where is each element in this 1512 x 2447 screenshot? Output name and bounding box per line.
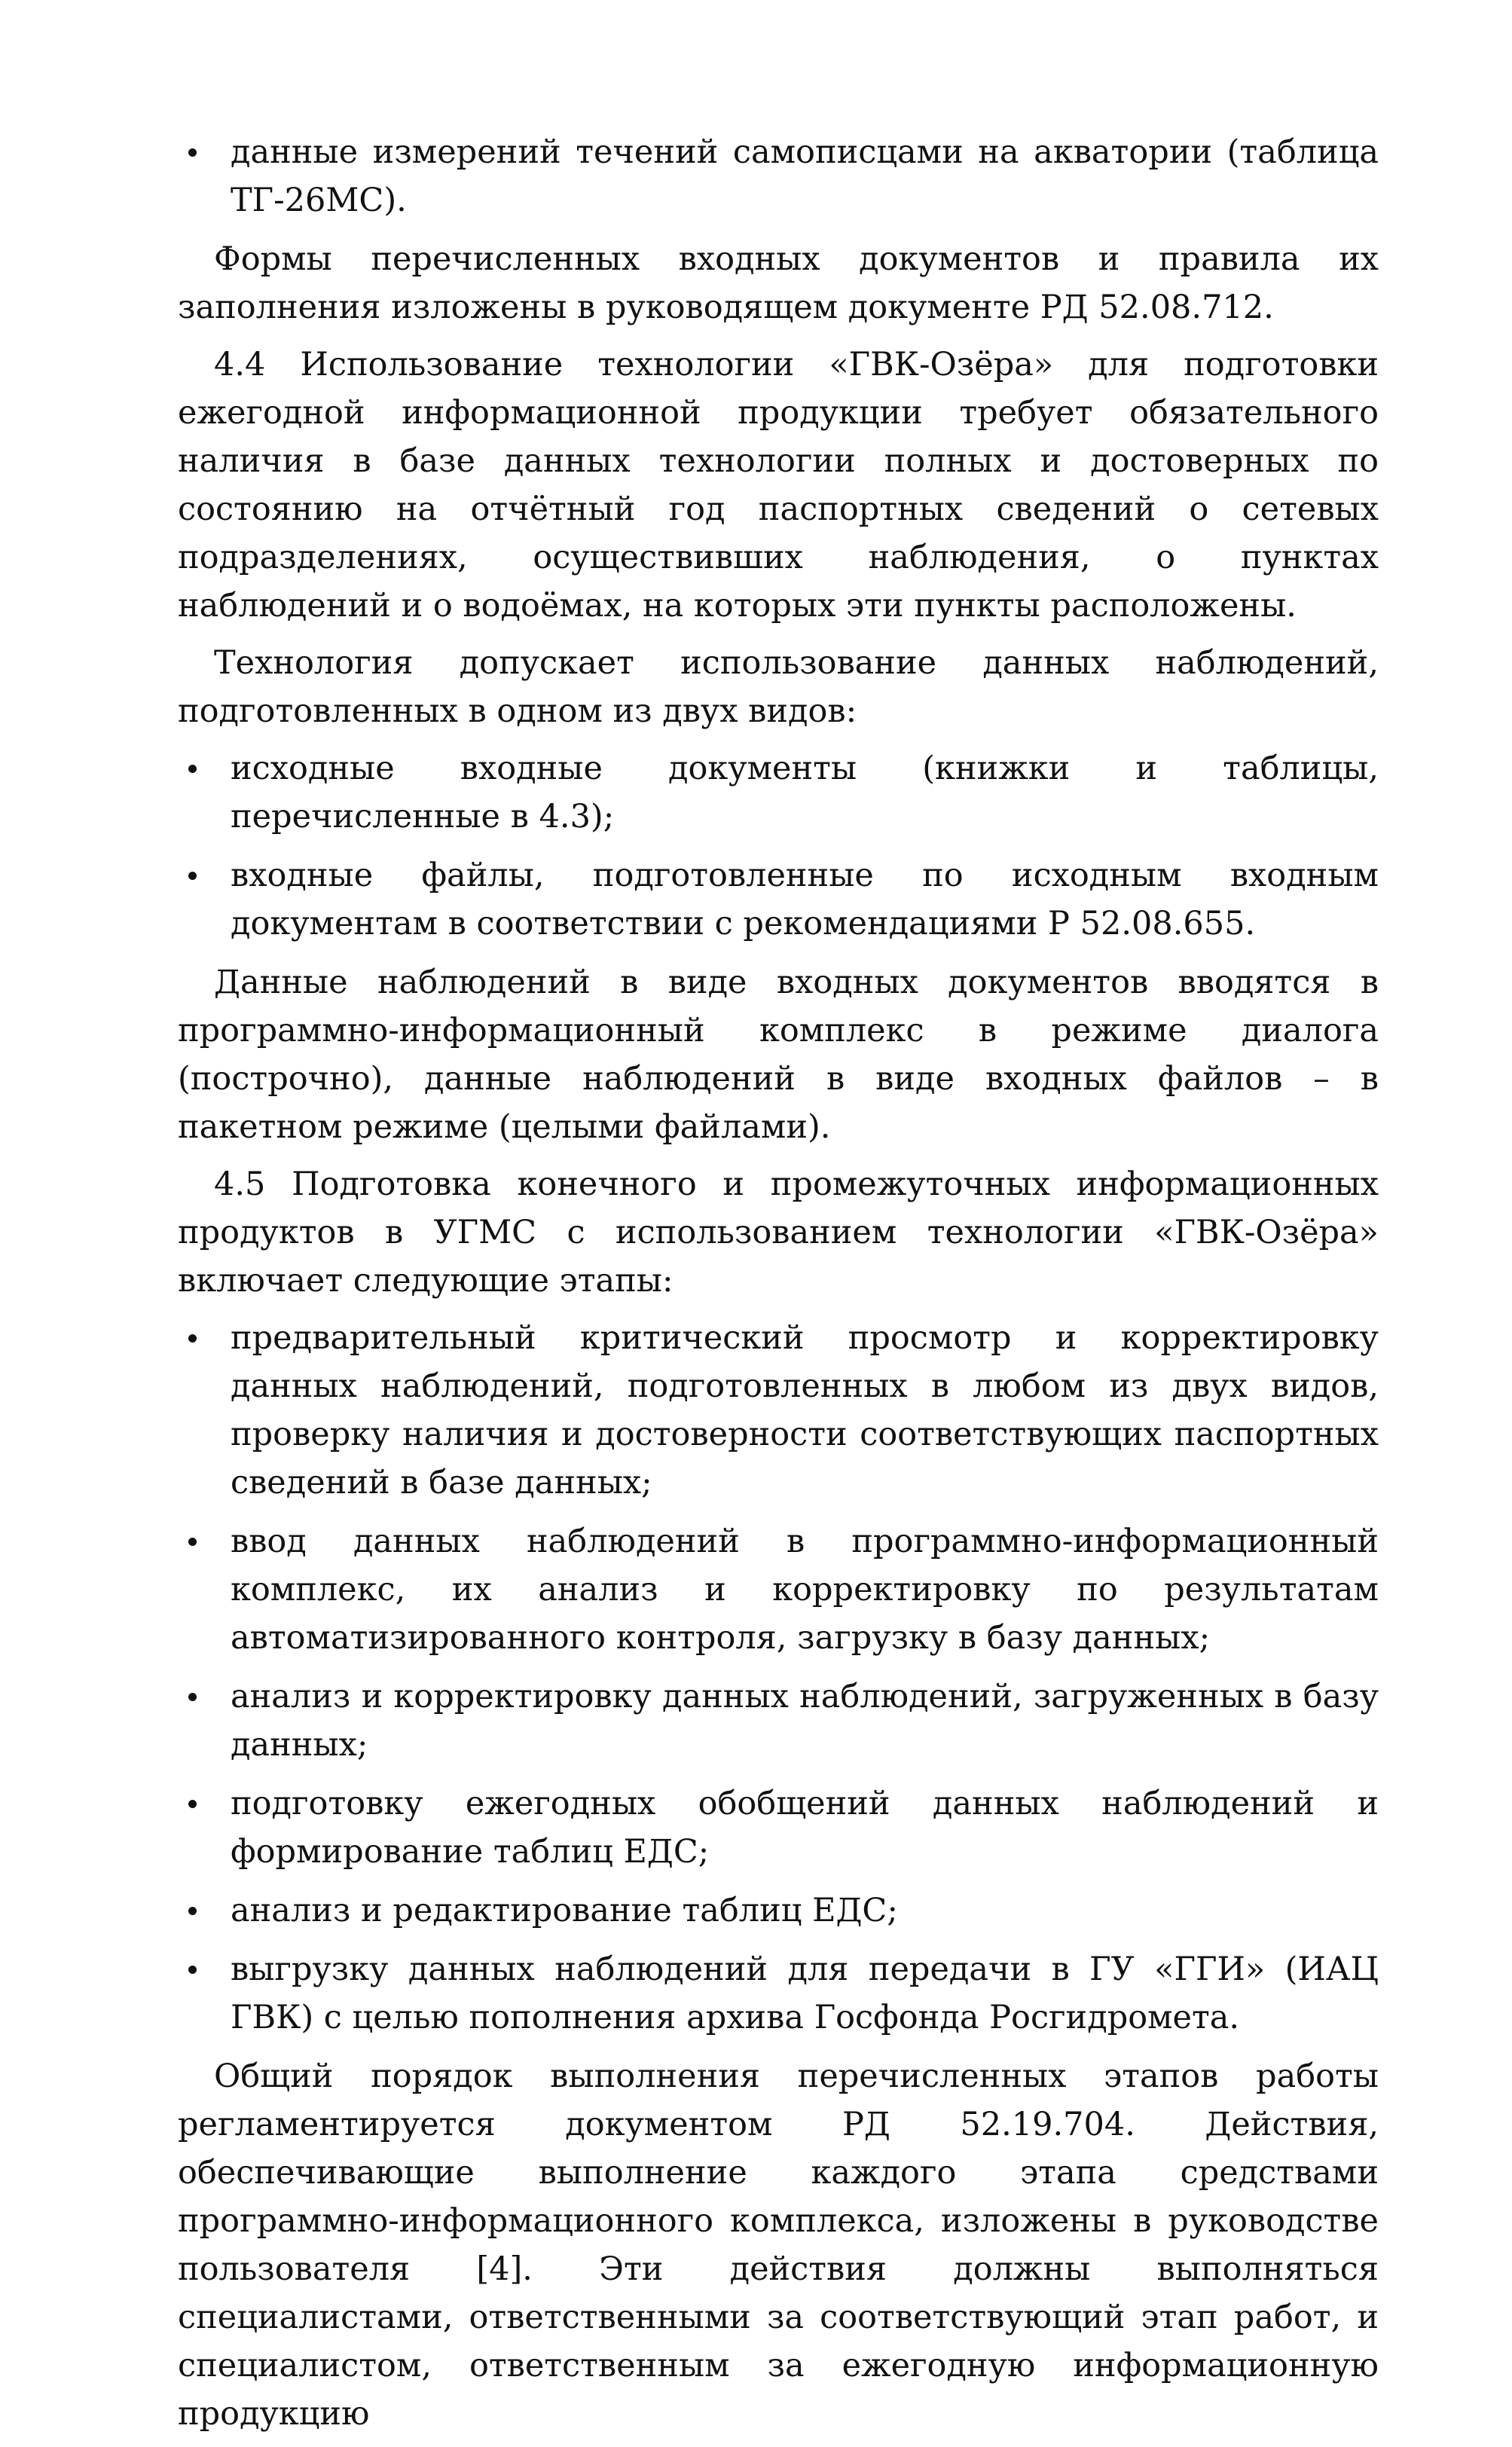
bullet-icon [188,1693,197,1701]
bullet-icon [188,1334,197,1343]
bullet-list-stages [178,1314,1379,2042]
bullet-icon [188,872,197,880]
list-item [178,1314,1379,1507]
paragraph-section-4-4: 4.4 Использование технологии «ГВК-Озёра» для подготовки ежегодной информационной продукции требует обязательного наличия в базе данных технологии полных и достоверных по состоянию на отчётный год паспортных сведений о сетевых подразделениях, осуществивших наблюдения, о пунктах наблюдений и о водоёмах, на которых эти пункты расположены. [178,346,1379,625]
paragraph: Данные наблюдений в виде входных документов вводятся в программно-информационный комплекс в режиме диалога (построчно), данные наблюдений в виде входных файлов – в пакетном режиме (целыми файлами). [178,964,1379,1146]
list-item [178,851,1379,948]
bullet-list-measurements [178,128,1379,225]
list-item [178,1945,1379,2042]
page-text [178,128,1379,2447]
list-item [178,744,1379,841]
list-item [178,128,1379,225]
paragraph: Общий порядок выполнения перечисленных этапов работы регламентируется документом РД 52.19.704. Действия, обеспечивающие выполнение каждого этапа средствами программно-информационного комплекса, изложены в руководстве пользователя [4]. Эти действия должны выполняться специалистами, ответственными за соответствующий этап работ, и специалистом, ответственным за ежегодную информационную продукцию [178,2057,1379,2433]
paragraph: Формы перечисленных входных документов и правила их заполнения изложены в руководящем документе РД 52.08.712. [178,240,1379,326]
paragraph-section-4-5: 4.5 Подготовка конечного и промежуточных информационных продуктов в УГМС с использованием технологии «ГВК-Озёра» включает следующие этапы: [178,1165,1379,1300]
paragraph: Технология допускает использование данных наблюдений, подготовленных в одном из двух видов: [178,644,1379,730]
list-item-text: анализ и редактирование таблиц ЕДС; [231,1892,898,1929]
bullet-icon [188,1800,197,1808]
list-item [178,1673,1379,1769]
list-item-text: выгрузку данных наблюдений для передачи в ГУ «ГГИ» (ИАЦ ГВК) с целью пополнения архива Госфонда Росгидромета. [231,1951,1379,2036]
list-item-text: данные измерений течений самописцами на акватории (таблица ТГ-26МС). [231,133,1379,219]
list-item-text: ввод данных наблюдений в программно-информационный комплекс, их анализ и корректировку по результатам автоматизированного контроля, загрузку в базу данных; [231,1523,1379,1657]
bullet-icon [188,1966,197,1974]
list-item-text: подготовку ежегодных обобщений данных наблюдений и формирование таблиц ЕДС; [231,1785,1379,1871]
list-item [178,1779,1379,1876]
bullet-icon [188,765,197,773]
bullet-icon [188,1538,197,1546]
bullet-icon [188,1907,197,1915]
list-item-text: исходные входные документы (книжки и таблицы, перечисленные в 4.3); [231,750,1379,836]
list-item-text: входные файлы, подготовленные по исходным входным документам в соответствии с рекомендациями Р 52.08.655. [231,857,1379,942]
list-item [178,1517,1379,1662]
bullet-icon [188,148,197,157]
bullet-list-data-views [178,744,1379,948]
list-item-text: анализ и корректировку данных наблюдений, загруженных в базу данных; [231,1678,1379,1764]
list-item [178,1886,1379,1935]
list-item-text: предварительный критический просмотр и корректировку данных наблюдений, подготовленных в любом из двух видов, проверку наличия и достоверности соответствующих паспортных сведений в базе данных; [231,1319,1379,1501]
